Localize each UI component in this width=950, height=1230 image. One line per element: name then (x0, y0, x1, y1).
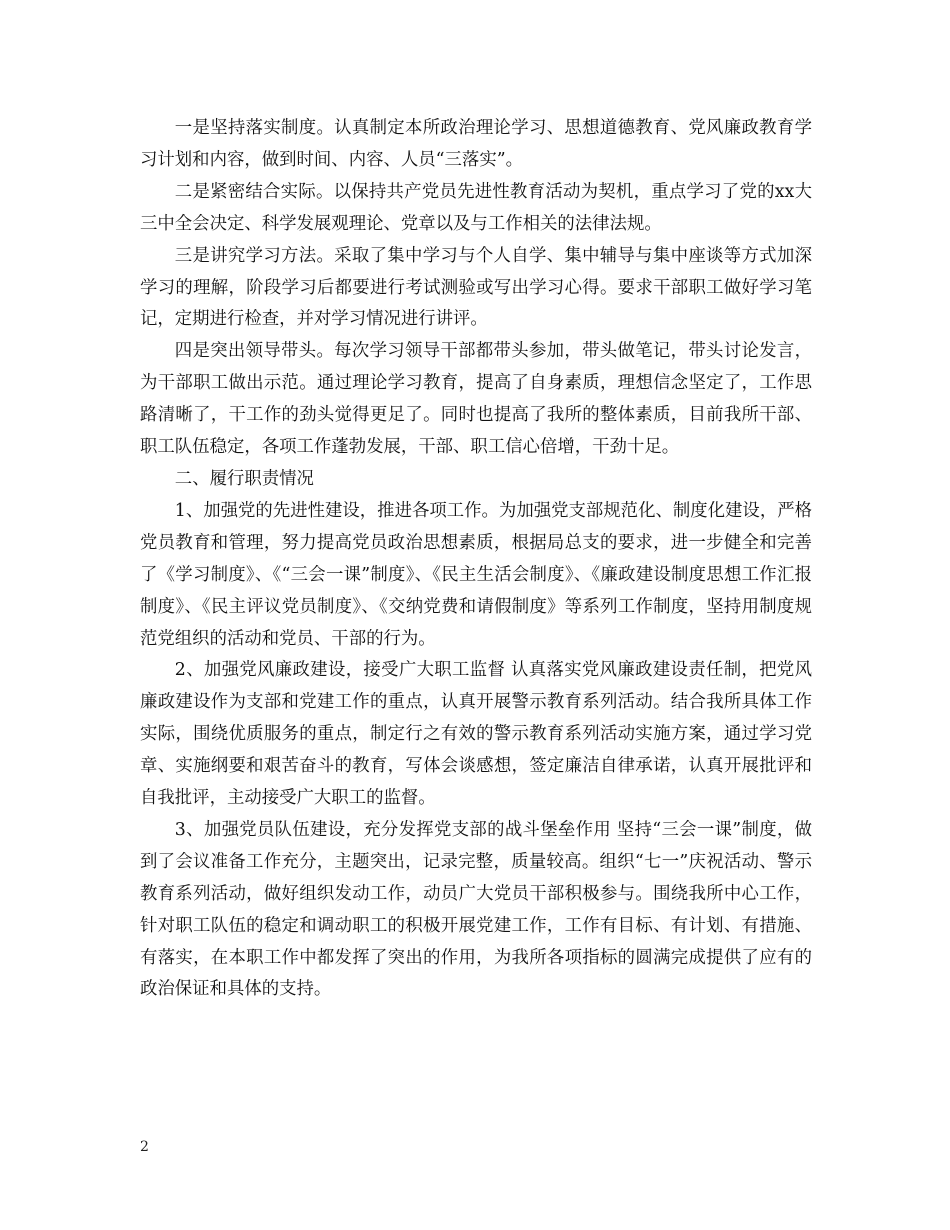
paragraph-2: 二是紧密结合实际。以保持共产党员先进性教育活动为契机，重点学习了党的xx大三中全会决定、科学发展观理论、党章以及与工作相关的法律法规。 (140, 181, 812, 234)
page-number: 2 (140, 1139, 149, 1155)
body-text (140, 113, 812, 1006)
paragraph-3: 三是讲究学习方法。采取了集中学习与个人自学、集中辅导与集中座谈等方式加深学习的理解，阶段学习后都要进行考试测验或写出学习心得。要求干部职工做好学习笔记，定期进行检查，并对学习情况进行讲评。 (140, 245, 812, 330)
paragraph-7: 3、加强党员队伍建设，充分发挥党支部的战斗堡垒作用 坚持“三会一课”制度，做到了会议准备工作充分，主题突出，记录完整，质量较高。组织“七一”庆祝活动、警示教育系列活动，做好组织发动工作，动员广大党员干部积极参与。围绕我所中心工作，针对职工队伍的稳定和调动职工的积极开展党建工作，工作有目标、有计划、有措施、有落实，在本职工作中都发挥了突出的作用，为我所各项指标的圆满完成提供了应有的政治保证和具体的支持。 (140, 819, 812, 1000)
paragraph-5: 1、加强党的先进性建设，推进各项工作。为加强党支部规范化、制度化建设，严格党员教育和管理，努力提高党员政治思想素质，根据局总支的要求，进一步健全和完善了《学习制度》、《“三会一课”制度》、《民主生活会制度》、《廉政建设制度思想工作汇报制度》、《民主评议党员制度》、《交纳党费和请假制度》等系列工作制度，坚持用制度规范党组织的活动和党员、干部的行为。 (140, 500, 812, 649)
section-heading: 二、履行职责情况 (174, 468, 314, 489)
paragraph-6: 2、加强党风廉政建设，接受广大职工监督 认真落实党风廉政建设责任制，把党风廉政建设作为支部和党建工作的重点，认真开展警示教育系列活动。结合我所具体工作实际，围绕优质服务的重点，制定行之有效的警示教育系列活动实施方案，通过学习党章、实施纲要和艰苦奋斗的教育，写体会谈感想，签定廉洁自律承诺，认真开展批评和自我批评，主动接受广大职工的监督。 (140, 660, 812, 809)
paragraph-1: 一是坚持落实制度。认真制定本所政治理论学习、思想道德教育、党风廉政教育学习计划和内容，做到时间、内容、人员“三落实”。 (140, 118, 812, 170)
paragraph-4: 四是突出领导带头。每次学习领导干部都带头参加，带头做笔记，带头讨论发言，为干部职工做出示范。通过理论学习教育，提高了自身素质，理想信念坚定了，工作思路清晰了，干工作的劲头觉得更足了。同时也提高了我所的整体素质，目前我所干部、职工队伍稳定，各项工作蓬勃发展，干部、职工信心倍增，干劲十足。 (140, 341, 812, 458)
